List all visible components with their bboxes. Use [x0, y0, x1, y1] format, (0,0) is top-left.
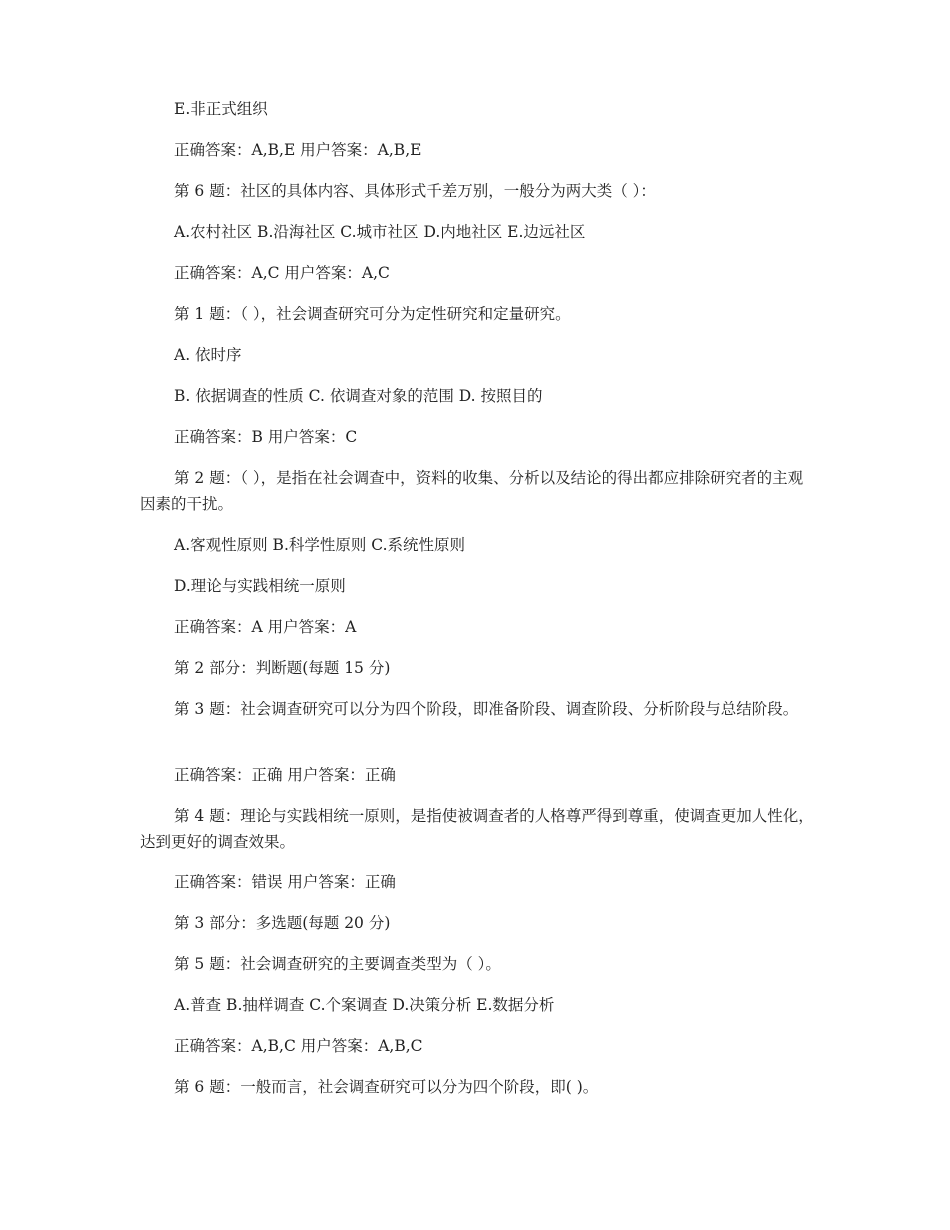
option-line: A. 依时序	[174, 346, 242, 364]
question-line: 第 5 题：社会调查研究的主要调查类型为（ ）。	[174, 955, 501, 973]
question-line: 第 6 题：社区的具体内容、具体形式千差万别，一般分为两大类（ ）：	[174, 182, 656, 200]
answer-line: 正确答案：错误 用户答案：正确	[174, 873, 396, 891]
question-paragraph: 第 3 题：社会调查研究可以分为四个阶段，即准备阶段、调查阶段、分析阶段与总结阶段。	[174, 700, 799, 718]
option-line: A.普查 B.抽样调查 C.个案调查 D.决策分析 E.数据分析	[174, 996, 555, 1014]
question-line: 第 6 题：一般而言，社会调查研究可以分为四个阶段，即( )。	[174, 1078, 599, 1096]
answer-line: 正确答案：正确 用户答案：正确	[174, 766, 396, 784]
answer-line: 正确答案：A,B,C 用户答案：A,B,C	[174, 1037, 423, 1055]
question-paragraph: 第 4 题：理论与实践相统一原则，是指使被调查者的人格尊严得到尊重，使调查更加人性化，达到更好的调查效果。	[140, 807, 814, 851]
section-heading: 第 2 部分：判断题(每题 15 分)	[174, 659, 391, 677]
section-heading: 第 3 部分：多选题(每题 20 分)	[174, 914, 391, 932]
question-paragraph: 第 2 题：（ ），是指在社会调查中，资料的收集、分析以及结论的得出都应排除研究者的主观因素的干扰。	[140, 469, 804, 513]
option-line: A.农村社区 B.沿海社区 C.城市社区 D.内地社区 E.边远社区	[174, 223, 586, 241]
option-line: B. 依据调查的性质 C. 依调查对象的范围 D. 按照目的	[174, 387, 543, 405]
answer-line: 正确答案：B 用户答案：C	[174, 428, 358, 446]
option-line: D.理论与实践相统一原则	[174, 577, 346, 595]
option-line: E.非正式组织	[174, 100, 268, 118]
answer-line: 正确答案：A,B,E 用户答案：A,B,E	[174, 141, 422, 159]
answer-line: 正确答案：A 用户答案：A	[174, 618, 357, 636]
option-line: A.客观性原则 B.科学性原则 C.系统性原则	[174, 536, 466, 554]
answer-line: 正确答案：A,C 用户答案：A,C	[174, 264, 390, 282]
question-line: 第 1 题：（ ），社会调查研究可分为定性研究和定量研究。	[174, 305, 571, 323]
